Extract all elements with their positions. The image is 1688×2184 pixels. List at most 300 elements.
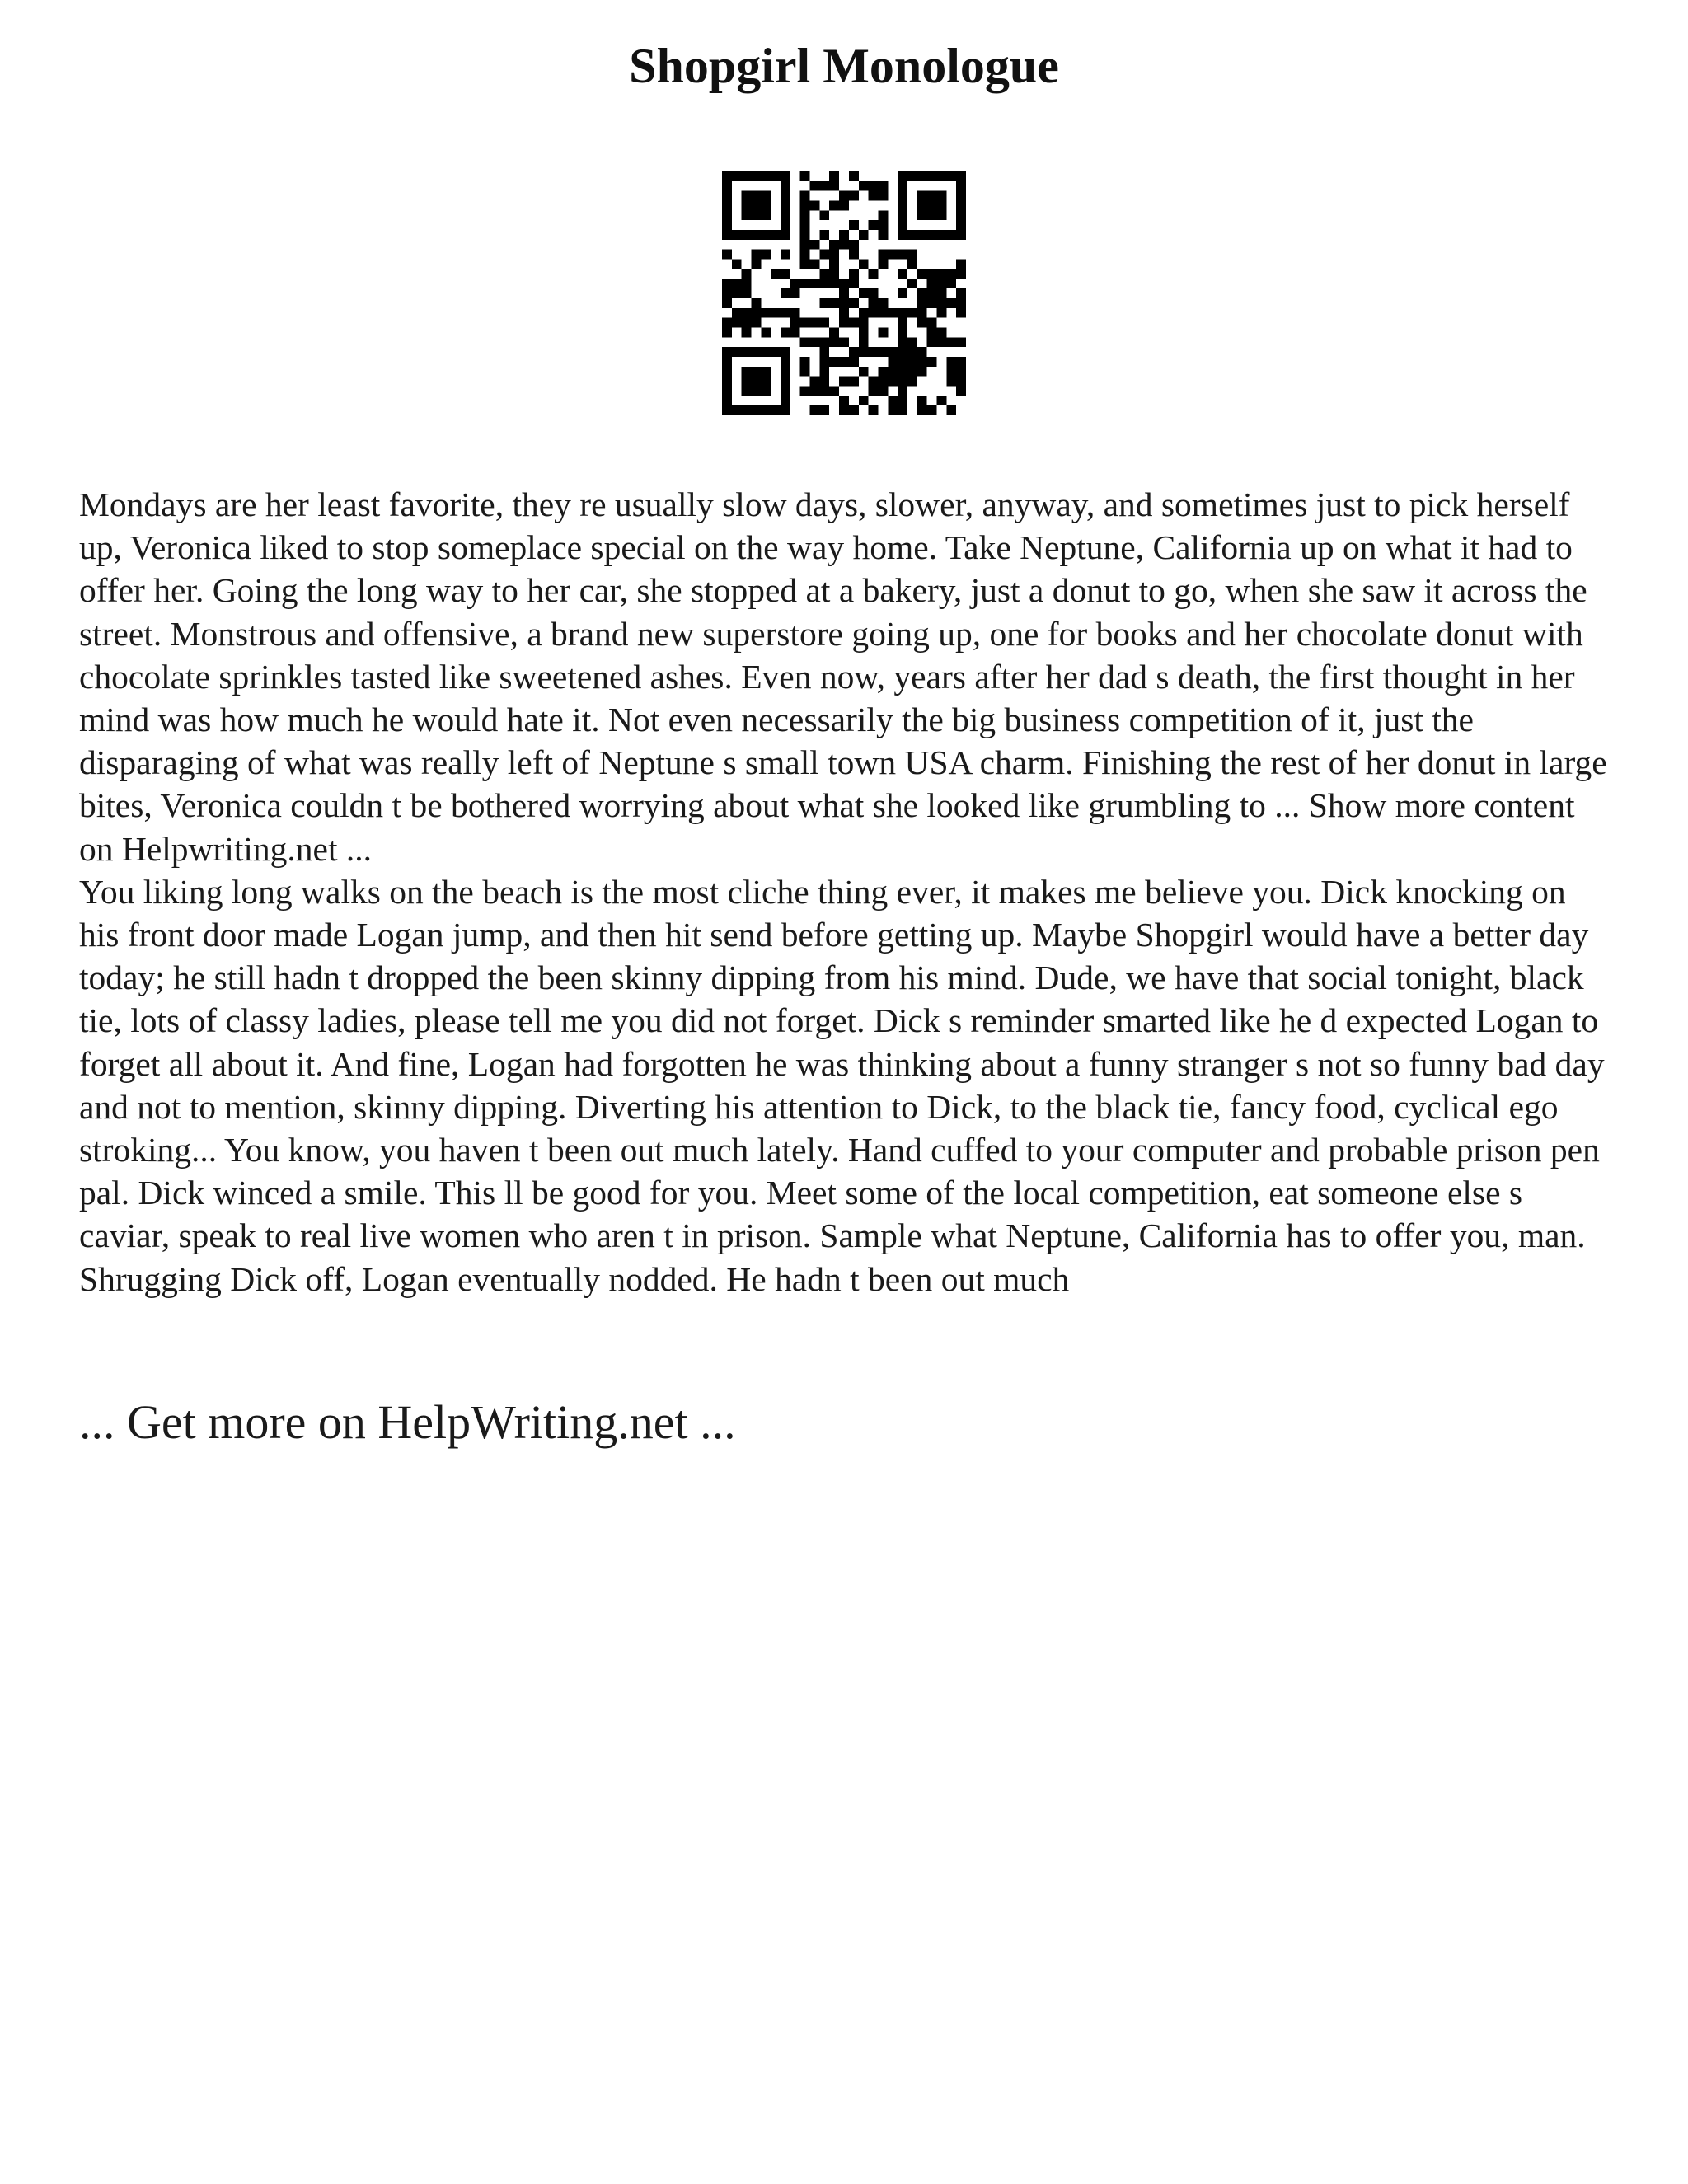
qr-module — [839, 308, 849, 318]
qr-module — [956, 171, 966, 181]
qr-module — [946, 298, 956, 308]
qr-module — [907, 171, 917, 181]
qr-module — [781, 396, 790, 405]
qr-module — [829, 386, 839, 396]
qr-module — [771, 405, 781, 415]
qr-module — [742, 347, 752, 357]
qr-module — [898, 220, 907, 230]
qr-module — [869, 347, 879, 357]
qr-module — [878, 181, 888, 191]
body-text — [79, 483, 1612, 1301]
qr-module — [752, 405, 762, 415]
qr-module — [927, 318, 937, 328]
qr-module — [859, 230, 869, 240]
qr-module — [936, 308, 946, 318]
qr-module — [956, 201, 966, 211]
qr-module — [859, 181, 869, 191]
qr-module — [722, 357, 732, 367]
qr-module — [898, 181, 907, 191]
qr-module — [849, 250, 859, 260]
qr-module — [722, 181, 732, 191]
qr-module — [917, 357, 927, 367]
qr-module — [869, 191, 879, 201]
qr-module — [898, 367, 907, 377]
qr-module — [722, 298, 732, 308]
qr-module — [732, 260, 742, 269]
qr-module — [859, 396, 869, 405]
qr-module — [819, 318, 829, 328]
qr-module — [810, 377, 820, 387]
qr-module — [761, 377, 771, 387]
qr-module — [917, 396, 927, 405]
qr-module — [722, 347, 732, 357]
qr-module — [888, 405, 898, 415]
qr-module — [790, 288, 800, 298]
qr-module — [956, 220, 966, 230]
qr-module — [907, 308, 917, 318]
qr-module — [722, 288, 732, 298]
qr-module — [878, 327, 888, 337]
qr-module — [761, 210, 771, 220]
qr-module — [936, 210, 946, 220]
qr-module — [878, 347, 888, 357]
qr-module — [732, 288, 742, 298]
qr-module — [956, 210, 966, 220]
qr-module — [761, 250, 771, 260]
qr-module — [936, 269, 946, 279]
qr-module — [956, 260, 966, 269]
qr-module — [800, 386, 810, 396]
paragraph-2: You liking long walks on the beach is the most cliche thing ever, it makes me believe you. Dick knocking on his front door made Logan jump, and then hit send before getting up. Maybe Shopgirl would have a better day today; he still hadn t dropped the been skinny dipping from his mind. Dude, we have that social tonight, black tie, lots of classy ladies, please tell me you did not forget. Dick s reminder smarted like he d expected Logan to forget all about it. And fine, Logan had forgotten he was thinking about a funny stranger s not so funny bad day and not to mention, skinny dipping. Diverting his attention to Dick, to the black tie, fancy food, cyclical ego stroking... You know, you haven t been out much lately. Hand cuffed to your computer and probable prison pen pal. Dick winced a smile. This ll be good for you. Meet some of the local competition, eat someone else s caviar, speak to real live women who aren t in prison. Sample what Neptune, California has to offer you, man. Shrugging Dick off, Logan eventually nodded. He hadn t been out much — [79, 872, 1605, 1298]
qr-module — [722, 210, 732, 220]
qr-module — [781, 405, 790, 415]
qr-module — [936, 327, 946, 337]
qr-module — [956, 308, 966, 318]
qr-module — [752, 171, 762, 181]
qr-module — [946, 357, 956, 367]
qr-module — [859, 337, 869, 347]
qr-module — [819, 298, 829, 308]
qr-module — [898, 327, 907, 337]
qr-module — [917, 288, 927, 298]
qr-module — [936, 230, 946, 240]
qr-module — [878, 377, 888, 387]
qr-module — [907, 347, 917, 357]
qr-module — [781, 220, 790, 230]
qr-module — [869, 308, 879, 318]
qr-module — [810, 386, 820, 396]
qr-module — [946, 405, 956, 415]
qr-module — [810, 405, 820, 415]
qr-module — [839, 240, 849, 250]
qr-module — [839, 288, 849, 298]
qr-module — [761, 201, 771, 211]
qr-module — [927, 201, 937, 211]
get-more-link[interactable]: ... Get more on HelpWriting.net ... — [79, 1395, 736, 1449]
qr-code-graphic — [722, 171, 966, 415]
qr-module — [946, 337, 956, 347]
qr-module — [722, 201, 732, 211]
qr-module — [917, 201, 927, 211]
qr-module — [869, 386, 879, 396]
qr-module — [888, 308, 898, 318]
qr-module — [956, 288, 966, 298]
qr-module — [956, 367, 966, 377]
qr-module — [917, 210, 927, 220]
qr-module — [956, 298, 966, 308]
qr-module — [898, 347, 907, 357]
qr-module — [917, 367, 927, 377]
qr-module — [752, 347, 762, 357]
qr-module — [781, 250, 790, 260]
qr-module — [936, 396, 946, 405]
qr-module — [829, 201, 839, 211]
qr-module — [888, 396, 898, 405]
qr-module — [771, 269, 781, 279]
qr-module — [800, 201, 810, 211]
qr-module — [869, 269, 879, 279]
qr-module — [869, 377, 879, 387]
qr-module — [810, 181, 820, 191]
qr-module — [810, 279, 820, 288]
qr-module — [761, 327, 771, 337]
qr-module — [898, 337, 907, 347]
qr-module — [956, 269, 966, 279]
qr-module — [761, 386, 771, 396]
qr-module — [810, 240, 820, 250]
qr-module — [829, 250, 839, 260]
qr-module — [898, 386, 907, 396]
qr-module — [819, 210, 829, 220]
qr-module — [907, 377, 917, 387]
qr-module — [839, 377, 849, 387]
qr-module — [898, 318, 907, 328]
qr-module — [752, 367, 762, 377]
qr-module — [898, 308, 907, 318]
qr-module — [829, 337, 839, 347]
qr-module — [829, 181, 839, 191]
qr-module — [878, 308, 888, 318]
qr-module — [810, 201, 820, 211]
qr-module — [849, 220, 859, 230]
qr-module — [878, 250, 888, 260]
qr-module — [927, 337, 937, 347]
qr-module — [781, 201, 790, 211]
qr-module — [878, 191, 888, 201]
qr-module — [936, 201, 946, 211]
qr-module — [936, 279, 946, 288]
qr-module — [907, 357, 917, 367]
qr-module — [742, 327, 752, 337]
qr-module — [927, 279, 937, 288]
qr-module — [888, 347, 898, 357]
qr-module — [800, 279, 810, 288]
qr-module — [956, 386, 966, 396]
qr-module — [752, 298, 762, 308]
qr-module — [898, 201, 907, 211]
qr-module — [917, 405, 927, 415]
qr-module — [849, 357, 859, 367]
qr-module — [761, 230, 771, 240]
qr-module — [722, 171, 732, 181]
qr-module — [859, 260, 869, 269]
qr-module — [781, 377, 790, 387]
qr-module — [742, 210, 752, 220]
qr-module — [819, 367, 829, 377]
qr-module — [878, 210, 888, 220]
qr-module — [898, 357, 907, 367]
qr-module — [752, 191, 762, 201]
qr-module — [771, 171, 781, 181]
qr-module — [722, 318, 732, 328]
qr-module — [936, 191, 946, 201]
qr-module — [781, 181, 790, 191]
qr-module — [907, 367, 917, 377]
qr-module — [742, 191, 752, 201]
qr-module — [819, 337, 829, 347]
qr-module — [800, 337, 810, 347]
qr-module — [722, 327, 732, 337]
qr-module — [927, 191, 937, 201]
qr-module — [781, 210, 790, 220]
qr-module — [839, 337, 849, 347]
qr-module — [819, 405, 829, 415]
qr-module — [781, 347, 790, 357]
qr-module — [849, 240, 859, 250]
qr-module — [917, 347, 927, 357]
qr-module — [927, 210, 937, 220]
qr-module — [956, 191, 966, 201]
qr-module — [781, 308, 790, 318]
qr-module — [829, 298, 839, 308]
qr-module — [907, 230, 917, 240]
qr-module — [819, 386, 829, 396]
qr-module — [761, 347, 771, 357]
qr-module — [790, 318, 800, 328]
qr-module — [732, 318, 742, 328]
qr-module — [761, 191, 771, 201]
qr-module — [752, 377, 762, 387]
qr-module — [829, 357, 839, 367]
qr-module — [946, 279, 956, 288]
qr-module — [917, 171, 927, 181]
qr-module — [927, 288, 937, 298]
qr-module — [800, 230, 810, 240]
qr-module — [722, 250, 732, 260]
qr-module — [752, 230, 762, 240]
qr-module — [800, 318, 810, 328]
qr-module — [839, 396, 849, 405]
qr-module — [859, 367, 869, 377]
qr-module — [742, 171, 752, 181]
qr-module — [742, 405, 752, 415]
qr-module — [752, 318, 762, 328]
qr-module — [907, 279, 917, 288]
qr-module — [898, 191, 907, 201]
qr-module — [829, 240, 839, 250]
qr-module — [790, 279, 800, 288]
qr-module — [722, 405, 732, 415]
qr-module — [839, 201, 849, 211]
qr-module — [839, 357, 849, 367]
qr-module — [946, 171, 956, 181]
qr-module — [790, 308, 800, 318]
qr-module — [752, 308, 762, 318]
qr-module — [800, 357, 810, 367]
qr-module — [761, 171, 771, 181]
qr-module — [927, 171, 937, 181]
qr-module — [732, 405, 742, 415]
qr-module — [839, 298, 849, 308]
qr-module — [839, 191, 849, 201]
qr-module — [722, 386, 732, 396]
qr-module — [869, 220, 879, 230]
qr-module — [829, 279, 839, 288]
qr-module — [810, 337, 820, 347]
qr-module — [936, 337, 946, 347]
qr-module — [761, 308, 771, 318]
qr-module — [752, 201, 762, 211]
qr-module — [819, 279, 829, 288]
qr-module — [800, 210, 810, 220]
qr-module — [829, 171, 839, 181]
qr-module — [742, 201, 752, 211]
qr-module — [722, 279, 732, 288]
qr-module — [849, 279, 859, 288]
qr-module — [839, 279, 849, 288]
qr-module — [849, 191, 859, 201]
qr-module — [732, 308, 742, 318]
qr-module — [771, 230, 781, 240]
qr-module — [742, 288, 752, 298]
qr-module — [800, 260, 810, 269]
qr-module — [849, 269, 859, 279]
qr-module — [927, 357, 937, 367]
qr-module — [859, 327, 869, 337]
qr-module — [927, 405, 937, 415]
qr-module — [781, 357, 790, 367]
qr-module — [781, 269, 790, 279]
qr-module — [859, 288, 869, 298]
qr-module — [849, 298, 859, 308]
qr-module — [761, 405, 771, 415]
qr-module — [722, 191, 732, 201]
qr-module — [771, 308, 781, 318]
qr-module — [869, 298, 879, 308]
qr-module — [732, 171, 742, 181]
qr-module — [742, 279, 752, 288]
qr-module — [878, 386, 888, 396]
qr-module — [936, 298, 946, 308]
qr-module — [800, 171, 810, 181]
qr-module — [819, 230, 829, 240]
qr-module — [917, 318, 927, 328]
paragraph-1: Mondays are her least favorite, they re usually slow days, slower, anyway, and sometimes just to pick herself up, Veronica liked to stop someplace special on the way home. Take Neptune, California up on what it had to offer her. Going the long way to her car, she stopped at a bakery, just a donut to go, when she saw it across the street. Monstrous and offensive, a brand new superstore going up, one for books and her chocolate donut with chocolate sprinkles tasted like sweetened ashes. Even now, years after her dad s death, the first thought in her mind was how much he would hate it. Not even necessarily the big business competition of it, just the disparaging of what was really left of Neptune s small town USA charm. Finishing the rest of her donut in large bites, Veronica couldn t be bothered worrying about what she looked like grumbling to ... Show more content on Helpwriting.net ... — [79, 485, 1607, 868]
qr-module — [781, 191, 790, 201]
qr-module — [888, 367, 898, 377]
qr-module — [722, 220, 732, 230]
qr-module — [732, 279, 742, 288]
qr-module — [752, 210, 762, 220]
qr-module — [869, 288, 879, 298]
qr-module — [878, 367, 888, 377]
qr-module — [771, 347, 781, 357]
qr-module — [917, 269, 927, 279]
qr-module — [722, 396, 732, 405]
qr-module — [732, 347, 742, 357]
qr-module — [927, 298, 937, 308]
qr-module — [800, 367, 810, 377]
qr-module — [819, 181, 829, 191]
qr-module — [907, 260, 917, 269]
qr-module — [956, 377, 966, 387]
qr-module — [722, 367, 732, 377]
qr-module — [878, 260, 888, 269]
qr-module — [722, 377, 732, 387]
qr-module — [839, 405, 849, 415]
qr-module — [898, 171, 907, 181]
qr-module — [752, 250, 762, 260]
qr-module — [839, 230, 849, 240]
qr-module — [927, 327, 937, 337]
qr-module — [898, 250, 907, 260]
qr-module — [810, 260, 820, 269]
qr-module — [742, 318, 752, 328]
qr-module — [742, 367, 752, 377]
qr-module — [722, 230, 732, 240]
qr-module — [819, 250, 829, 260]
qr-module — [946, 269, 956, 279]
qr-module — [956, 181, 966, 191]
qr-module — [946, 377, 956, 387]
qr-module — [781, 171, 790, 181]
qr-module — [781, 327, 790, 337]
qr-module — [917, 191, 927, 201]
qr-module — [781, 288, 790, 298]
qr-module — [859, 318, 869, 328]
qr-module — [946, 230, 956, 240]
qr-module — [819, 357, 829, 367]
qr-module — [742, 377, 752, 387]
qr-module — [859, 308, 869, 318]
qr-module — [849, 377, 859, 387]
qr-module — [829, 269, 839, 279]
qr-module — [849, 347, 859, 357]
qr-module — [888, 250, 898, 260]
qr-module — [878, 230, 888, 240]
qr-module — [752, 260, 762, 269]
qr-module — [781, 386, 790, 396]
qr-module — [800, 250, 810, 260]
qr-module — [819, 377, 829, 387]
qr-module — [878, 298, 888, 308]
qr-module — [742, 308, 752, 318]
qr-module — [732, 230, 742, 240]
qr-module — [829, 260, 839, 269]
qr-module — [800, 220, 810, 230]
qr-module — [898, 377, 907, 387]
qr-module — [859, 347, 869, 357]
qr-module — [752, 386, 762, 396]
qr-module — [898, 405, 907, 415]
qr-module — [898, 230, 907, 240]
qr-module — [790, 327, 800, 337]
qr-module — [888, 377, 898, 387]
qr-module — [898, 396, 907, 405]
qr-module — [898, 288, 907, 298]
qr-module — [800, 240, 810, 250]
qr-module — [936, 171, 946, 181]
